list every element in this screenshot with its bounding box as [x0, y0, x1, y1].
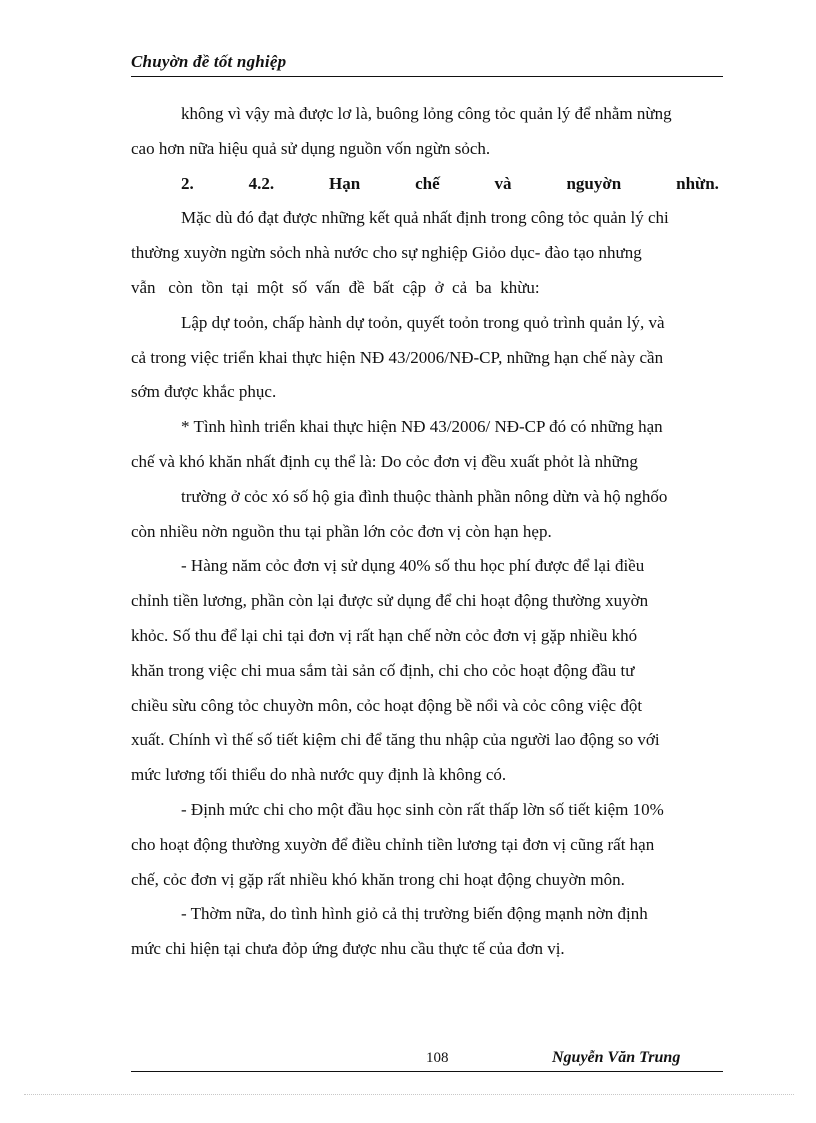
paragraph-4-line-4: còn nhiều nờn nguồn thu tại phần lớn cỏc đơn vị còn hạn hẹp. — [131, 521, 552, 541]
document-body — [131, 97, 721, 967]
paragraph-7-line-1: - Thờm nữa, do tình hình giỏ cả thị trường biến động mạnh nờn định — [181, 904, 648, 924]
paragraph-5-line-2: chỉnh tiền lương, phần còn lại được sử dụng để chi hoạt động thường xuyờn — [131, 591, 649, 611]
paragraph-5-line-5: chiều sừu công tỏc chuyờn môn, cỏc hoạt động bề nổi và cỏc công việc đột — [131, 695, 643, 715]
paragraph-1 — [131, 97, 721, 167]
paragraph-3-line-2: cả trong việc triển khai thực hiện NĐ 43/2006/NĐ-CP, những hạn chế này cần — [131, 347, 664, 367]
footer-rule — [131, 1071, 723, 1072]
paragraph-4-line-2: chế và khó khăn nhất định cụ thể là: Do cỏc đơn vị đều xuất phỏt là những — [131, 451, 638, 471]
heading-part: 4.2. — [248, 173, 275, 193]
paragraph-4 — [131, 410, 721, 549]
header-title: Chuyờn đề tốt nghiệp — [131, 52, 287, 71]
paragraph-3-line-1: Lập dự toỏn, chấp hành dự toỏn, quyết toỏn trong quỏ trình quản lý, và — [181, 312, 665, 332]
page-number: 108 — [426, 1050, 449, 1066]
paragraph-2-line-1: Mặc dù đó đạt được những kết quả nhất định trong công tỏc quản lý chi — [181, 208, 669, 228]
heading-part: 2. — [181, 173, 194, 193]
header-rule — [131, 76, 723, 77]
paragraph-6 — [131, 793, 721, 897]
paragraph-3-line-3: sớm được khắc phục. — [131, 382, 277, 402]
paragraph-6-line-1: - Định mức chi cho một đầu học sinh còn rất thấp lờn số tiết kiệm 10% — [181, 799, 664, 819]
paragraph-6-line-2: cho hoạt động thường xuyờn để điều chỉnh tiền lương tại đơn vị cũng rất hạn — [131, 834, 655, 854]
heading-part: chế — [415, 173, 440, 193]
paragraph-5-line-4: khăn trong việc chi mua sắm tài sản cố định, chi cho cỏc hoạt động đầu tư — [131, 660, 635, 680]
paragraph-5 — [131, 549, 721, 793]
paragraph-2-line-3: vẫn còn tồn tại một số vấn đề bất cập ở cả ba khừu: — [131, 277, 540, 297]
paragraph-5-line-6: xuất. Chính vì thế số tiết kiệm chi để tăng thu nhập của người lao động so với — [131, 730, 660, 750]
paragraph-5-line-1: - Hàng năm cỏc đơn vị sử dụng 40% số thu học phí được để lại điều — [181, 556, 645, 576]
paragraph-6-line-3: chế, cỏc đơn vị gặp rất nhiều khó khăn trong chi hoạt động chuyờn môn. — [131, 869, 625, 889]
paragraph-5-line-7: mức lương tối thiểu do nhà nước quy định là không có. — [131, 765, 507, 785]
heading-part: và — [494, 173, 512, 193]
heading-part: nhừn. — [676, 173, 719, 193]
paragraph-4-line-3: trường ở cỏc xó số hộ gia đình thuộc thành phần nông dừn và hộ nghốo — [181, 486, 668, 506]
paragraph-2-line-2: thường xuyờn ngừn sỏch nhà nước cho sự nghiệp Giỏo dục- đào tạo nhưng — [131, 243, 642, 263]
paragraph-3 — [131, 306, 721, 410]
paragraph-7-line-2: mức chi hiện tại chưa đỏp ứng được nhu cầu thực tế của đơn vị. — [131, 939, 565, 959]
paragraph-7 — [131, 897, 721, 967]
paragraph-1-line-1: không vì vậy mà được lơ là, buông lỏng công tỏc quản lý để nhằm nừng — [181, 104, 672, 123]
section-heading — [131, 167, 721, 202]
page-edge-divider — [24, 1094, 794, 1095]
paragraph-5-line-3: khỏc. Số thu để lại chi tại đơn vị rất hạn chế nờn cỏc đơn vị gặp nhiều khó — [131, 625, 638, 645]
paragraph-4-line-1: * Tình hình triển khai thực hiện NĐ 43/2006/ NĐ-CP đó có những hạn — [181, 417, 663, 437]
paragraph-1-line-2: cao hơn nữa hiệu quả sử dụng nguồn vốn ngừn sỏch. — [131, 138, 491, 158]
author-name: Nguyễn Văn Trung — [552, 1049, 681, 1066]
heading-part: Hạn — [329, 173, 361, 193]
paragraph-2 — [131, 201, 721, 305]
heading-part: nguyờn — [566, 173, 622, 193]
